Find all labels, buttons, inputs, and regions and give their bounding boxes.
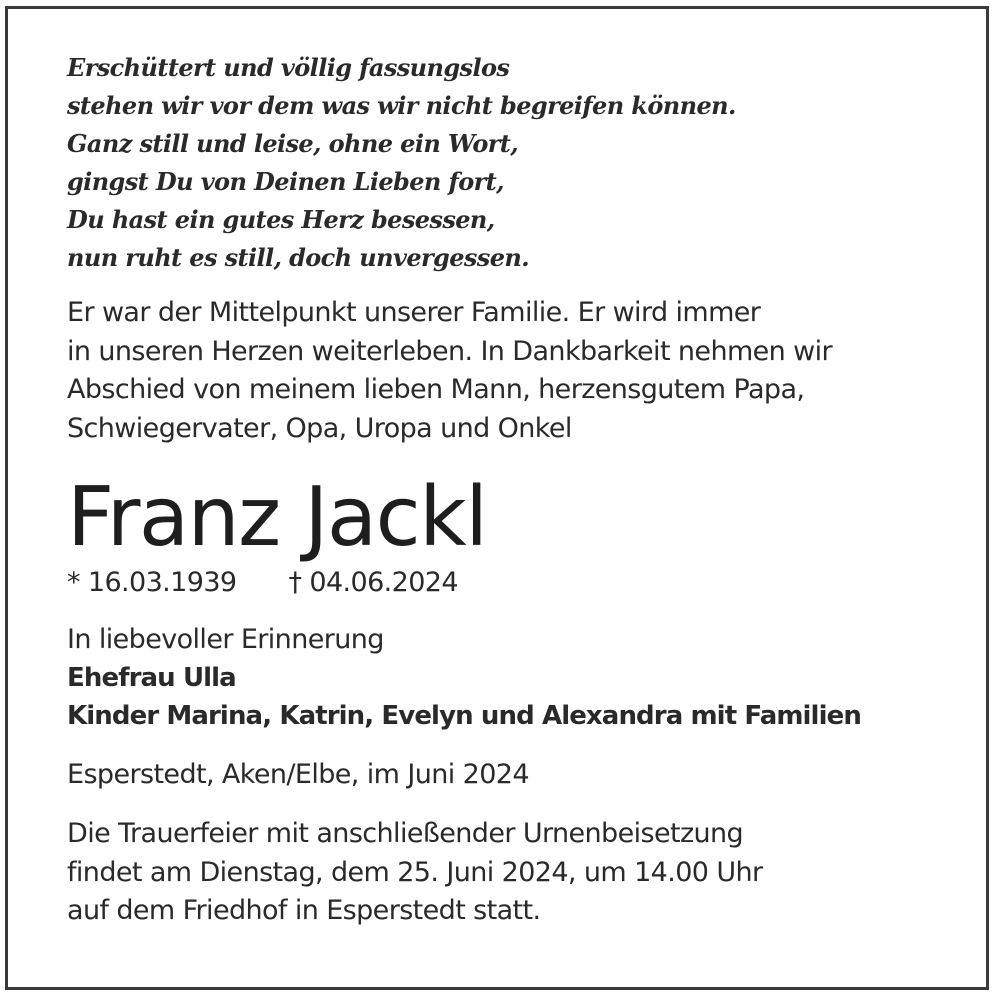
mourner-spouse: Ehefrau Ulla [67,663,236,693]
ceremony-info [67,815,967,931]
intro-line: in unseren Herzen weiterleben. In Dankbarkeit nehmen wir [67,335,833,367]
intro-line: Schwiegervater, Opa, Uropa und Onkel [67,412,572,444]
poem-line: Ganz still und leise, ohne ein Wort, [67,129,519,158]
obituary-content [67,49,967,931]
intro-line: Abschied von meinem lieben Mann, herzensgutem Papa, [67,374,805,405]
poem-line: stehen wir vor dem was wir nicht begreifen können. [67,91,736,120]
ceremony-line: findet am Dienstag, dem 25. Juni 2024, um 14.00 Uhr [67,856,763,888]
remembrance-block [67,621,967,735]
intro-line: Er war der Mittelpunkt unserer Familie. Er wird immer [67,297,761,328]
poem-line: Erschüttert und völlig fassungslos [67,53,510,82]
poem-line: nun ruht es still, doch unvergessen. [67,243,529,272]
remembrance-heading: In liebevoller Erinnerung [67,624,384,655]
place-and-date: Esperstedt, Aken/Elbe, im Juni 2024 [67,759,529,790]
birth-date: * 16.03.1939 [67,567,237,598]
intro-text [67,294,967,448]
deceased-name: Franz Jackl [67,470,487,565]
mourner-children: Kinder Marina, Katrin, Evelyn und Alexandra mit Familien [67,701,861,731]
poem [67,49,967,277]
ceremony-line: Die Trauerfeier mit anschließender Urnenbeisetzung [67,818,744,849]
poem-line: gingst Du von Deinen Lieben fort, [67,167,504,196]
poem-line: Du hast ein gutes Herz besessen, [67,205,495,234]
ceremony-line: auf dem Friedhof in Esperstedt statt. [67,895,541,926]
obituary-notice [5,6,989,990]
life-dates [67,564,967,602]
death-date: † 04.06.2024 [288,567,458,598]
